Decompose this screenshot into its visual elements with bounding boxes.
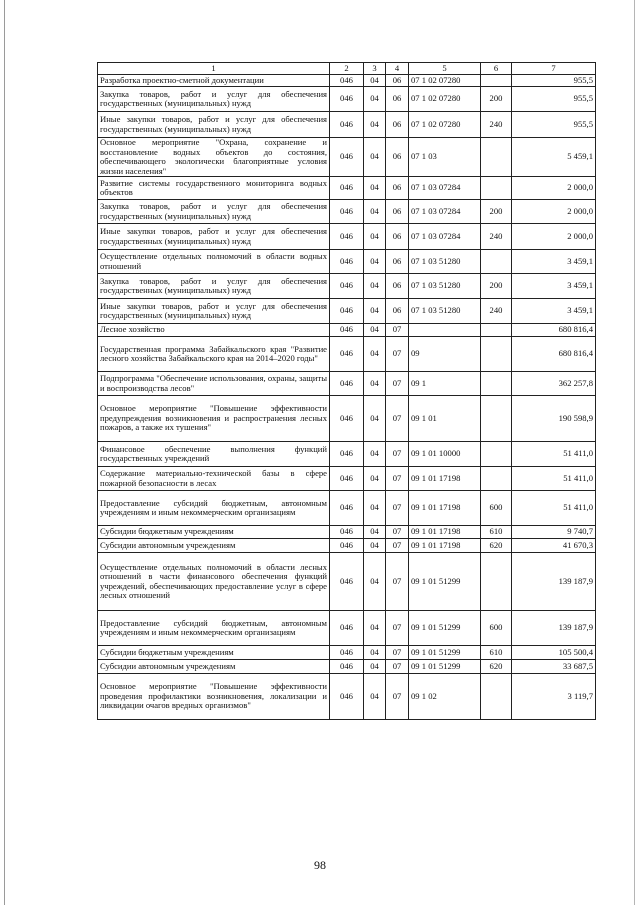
amount-cell: 51 411,0 [512,491,596,526]
target-article-cell: 09 1 01 10000 [409,442,481,467]
budget-table [97,62,596,720]
subsection-cell: 07 [386,611,409,646]
grbs-cell: 046 [330,112,364,138]
expense-type-cell [481,75,512,87]
row-name-cell: Развитие системы государственного мониторинга водных объектов [98,177,330,200]
header-cell: 2 [330,63,364,75]
target-article-cell: 09 1 01 17198 [409,539,481,553]
amount-cell: 3 119,7 [512,674,596,720]
table-row [98,200,596,224]
header-cell: 3 [364,63,386,75]
target-article-cell: 07 1 03 [409,138,481,177]
section-cell: 04 [364,442,386,467]
section-cell: 04 [364,200,386,224]
target-article-cell: 09 1 01 [409,396,481,442]
row-name-cell: Предоставление субсидий бюджетным, автономным учреждениям и иным некоммерческим организациям [98,491,330,526]
table-row [98,87,596,112]
grbs-cell: 046 [330,87,364,112]
target-article-cell [409,324,481,337]
expense-type-cell [481,138,512,177]
scan-left-edge [4,0,5,905]
table-row [98,274,596,299]
section-cell: 04 [364,646,386,660]
grbs-cell: 046 [330,299,364,324]
target-article-cell: 07 1 03 51280 [409,274,481,299]
subsection-cell: 06 [386,250,409,274]
subsection-cell: 07 [386,553,409,611]
target-article-cell: 07 1 02 07280 [409,87,481,112]
subsection-cell: 06 [386,75,409,87]
subsection-cell: 06 [386,177,409,200]
expense-type-cell [481,372,512,396]
subsection-cell: 07 [386,674,409,720]
scan-right-edge [634,0,635,905]
amount-cell: 139 187,9 [512,611,596,646]
target-article-cell: 09 1 01 51299 [409,553,481,611]
expense-type-cell [481,324,512,337]
amount-cell: 362 257,8 [512,372,596,396]
expense-type-cell: 610 [481,646,512,660]
table-row [98,491,596,526]
section-cell: 04 [364,75,386,87]
amount-cell: 955,5 [512,87,596,112]
table-row [98,660,596,674]
expense-type-cell [481,674,512,720]
target-article-cell: 09 1 01 17198 [409,491,481,526]
expense-type-cell: 240 [481,112,512,138]
subsection-cell: 06 [386,87,409,112]
subsection-cell: 07 [386,539,409,553]
target-article-cell: 09 1 01 51299 [409,611,481,646]
amount-cell: 2 000,0 [512,224,596,250]
expense-type-cell [481,337,512,372]
expense-type-cell: 600 [481,611,512,646]
table-row [98,372,596,396]
section-cell: 04 [364,674,386,720]
expense-type-cell: 240 [481,299,512,324]
section-cell: 04 [364,660,386,674]
section-cell: 04 [364,224,386,250]
row-name-cell: Лесное хозяйство [98,324,330,337]
expense-type-cell [481,250,512,274]
section-cell: 04 [364,299,386,324]
table-row [98,337,596,372]
table-row [98,553,596,611]
grbs-cell: 046 [330,553,364,611]
amount-cell: 680 816,4 [512,324,596,337]
amount-cell: 955,5 [512,112,596,138]
grbs-cell: 046 [330,177,364,200]
target-article-cell: 07 1 03 51280 [409,250,481,274]
grbs-cell: 046 [330,660,364,674]
table-row [98,674,596,720]
row-name-cell: Субсидии бюджетным учреждениям [98,646,330,660]
grbs-cell: 046 [330,138,364,177]
row-name-cell: Основное мероприятие "Повышение эффективности предупреждения возникновения и распространения лесных пожаров, а также их тушения" [98,396,330,442]
table-row [98,138,596,177]
target-article-cell: 09 1 02 [409,674,481,720]
section-cell: 04 [364,250,386,274]
amount-cell: 41 670,3 [512,539,596,553]
target-article-cell: 07 1 03 07284 [409,224,481,250]
target-article-cell: 09 1 01 17198 [409,467,481,491]
target-article-cell: 07 1 03 07284 [409,200,481,224]
section-cell: 04 [364,467,386,491]
row-name-cell: Содержание материально-технической базы в сфере пожарной безопасности в лесах [98,467,330,491]
grbs-cell: 046 [330,337,364,372]
subsection-cell: 07 [386,442,409,467]
table-row [98,526,596,539]
subsection-cell: 06 [386,138,409,177]
amount-cell: 5 459,1 [512,138,596,177]
table-row [98,539,596,553]
subsection-cell: 07 [386,396,409,442]
table-row [98,112,596,138]
target-article-cell: 09 [409,337,481,372]
section-cell: 04 [364,372,386,396]
expense-type-cell: 200 [481,274,512,299]
target-article-cell: 09 1 01 51299 [409,646,481,660]
grbs-cell: 046 [330,200,364,224]
section-cell: 04 [364,87,386,112]
grbs-cell: 046 [330,250,364,274]
grbs-cell: 046 [330,75,364,87]
amount-cell: 51 411,0 [512,467,596,491]
section-cell: 04 [364,491,386,526]
expense-type-cell [481,553,512,611]
grbs-cell: 046 [330,467,364,491]
amount-cell: 139 187,9 [512,553,596,611]
amount-cell: 3 459,1 [512,299,596,324]
subsection-cell: 07 [386,337,409,372]
grbs-cell: 046 [330,539,364,553]
row-name-cell: Основное мероприятие "Охрана, сохранение и восстановление водных объектов до состояния, обеспечивающего экологически благоприятные условия жизни населения" [98,138,330,177]
header-cell: 4 [386,63,409,75]
row-name-cell: Иные закупки товаров, работ и услуг для обеспечения государственных (муниципальных) нужд [98,224,330,250]
table-row [98,224,596,250]
amount-cell: 33 687,5 [512,660,596,674]
row-name-cell: Закупка товаров, работ и услуг для обеспечения государственных (муниципальных) нужд [98,87,330,112]
amount-cell: 3 459,1 [512,250,596,274]
row-name-cell: Субсидии автономным учреждениям [98,539,330,553]
table-row [98,611,596,646]
section-cell: 04 [364,539,386,553]
section-cell: 04 [364,611,386,646]
table-row [98,442,596,467]
target-article-cell: 09 1 [409,372,481,396]
table-row [98,177,596,200]
header-cell: 5 [409,63,481,75]
amount-cell: 9 740,7 [512,526,596,539]
target-article-cell: 07 1 03 07284 [409,177,481,200]
row-name-cell: Закупка товаров, работ и услуг для обеспечения государственных (муниципальных) нужд [98,274,330,299]
expense-type-cell: 200 [481,87,512,112]
subsection-cell: 07 [386,467,409,491]
row-name-cell: Осуществление отдельных полномочий в области лесных отношений в части финансового обеспечения функций учреждений, обеспечивающих предоставление услуг в сфере лесных отношений [98,553,330,611]
grbs-cell: 046 [330,274,364,299]
header-cell: 6 [481,63,512,75]
expense-type-cell: 200 [481,200,512,224]
section-cell: 04 [364,337,386,372]
target-article-cell: 07 1 02 07280 [409,75,481,87]
section-cell: 04 [364,138,386,177]
grbs-cell: 046 [330,491,364,526]
table-row [98,396,596,442]
target-article-cell: 07 1 02 07280 [409,112,481,138]
grbs-cell: 046 [330,224,364,250]
target-article-cell: 09 1 01 17198 [409,526,481,539]
expense-type-cell: 600 [481,491,512,526]
amount-cell: 105 500,4 [512,646,596,660]
amount-cell: 3 459,1 [512,274,596,299]
row-name-cell: Основное мероприятие "Повышение эффективности проведения профилактики возникновения, локализации и ликвидации очагов вредных организмов" [98,674,330,720]
row-name-cell: Осуществление отдельных полномочий в области водных отношений [98,250,330,274]
target-article-cell: 07 1 03 51280 [409,299,481,324]
subsection-cell: 07 [386,491,409,526]
amount-cell: 2 000,0 [512,177,596,200]
amount-cell: 2 000,0 [512,200,596,224]
section-cell: 04 [364,274,386,299]
expense-type-cell: 620 [481,660,512,674]
section-cell: 04 [364,526,386,539]
amount-cell: 955,5 [512,75,596,87]
row-name-cell: Подпрограмма "Обеспечение использования, охраны, защиты и воспроизводства лесов" [98,372,330,396]
section-cell: 04 [364,396,386,442]
target-article-cell: 09 1 01 51299 [409,660,481,674]
table-row [98,646,596,660]
header-cell: 1 [98,63,330,75]
row-name-cell: Субсидии автономным учреждениям [98,660,330,674]
table-header-row [98,63,596,75]
header-cell: 7 [512,63,596,75]
subsection-cell: 07 [386,646,409,660]
expense-type-cell: 620 [481,539,512,553]
expense-type-cell [481,467,512,491]
subsection-cell: 07 [386,526,409,539]
row-name-cell: Разработка проектно-сметной документации [98,75,330,87]
subsection-cell: 06 [386,274,409,299]
subsection-cell: 06 [386,299,409,324]
grbs-cell: 046 [330,396,364,442]
row-name-cell: Субсидии бюджетным учреждениям [98,526,330,539]
expense-type-cell [481,442,512,467]
table-row [98,250,596,274]
expense-type-cell: 610 [481,526,512,539]
section-cell: 04 [364,324,386,337]
section-cell: 04 [364,177,386,200]
subsection-cell: 07 [386,372,409,396]
grbs-cell: 046 [330,646,364,660]
table-row [98,467,596,491]
row-name-cell: Государственная программа Забайкальского края "Развитие лесного хозяйства Забайкальского края на 2014–2020 годы" [98,337,330,372]
expense-type-cell: 240 [481,224,512,250]
row-name-cell: Иные закупки товаров, работ и услуг для обеспечения государственных (муниципальных) нужд [98,299,330,324]
grbs-cell: 046 [330,324,364,337]
subsection-cell: 07 [386,660,409,674]
table-row [98,75,596,87]
amount-cell: 51 411,0 [512,442,596,467]
table-row [98,324,596,337]
section-cell: 04 [364,112,386,138]
row-name-cell: Финансовое обеспечение выполнения функций государственных учреждений [98,442,330,467]
grbs-cell: 046 [330,674,364,720]
table-row [98,299,596,324]
subsection-cell: 06 [386,224,409,250]
section-cell: 04 [364,553,386,611]
row-name-cell: Закупка товаров, работ и услуг для обеспечения государственных (муниципальных) нужд [98,200,330,224]
row-name-cell: Иные закупки товаров, работ и услуг для обеспечения государственных (муниципальных) нужд [98,112,330,138]
grbs-cell: 046 [330,611,364,646]
subsection-cell: 06 [386,200,409,224]
amount-cell: 190 598,9 [512,396,596,442]
row-name-cell: Предоставление субсидий бюджетным, автономным учреждениям и иным некоммерческим организациям [98,611,330,646]
grbs-cell: 046 [330,526,364,539]
grbs-cell: 046 [330,442,364,467]
page-number: 98 [314,858,326,872]
expense-type-cell [481,177,512,200]
amount-cell: 680 816,4 [512,337,596,372]
expense-type-cell [481,396,512,442]
subsection-cell: 06 [386,112,409,138]
subsection-cell: 07 [386,324,409,337]
grbs-cell: 046 [330,372,364,396]
